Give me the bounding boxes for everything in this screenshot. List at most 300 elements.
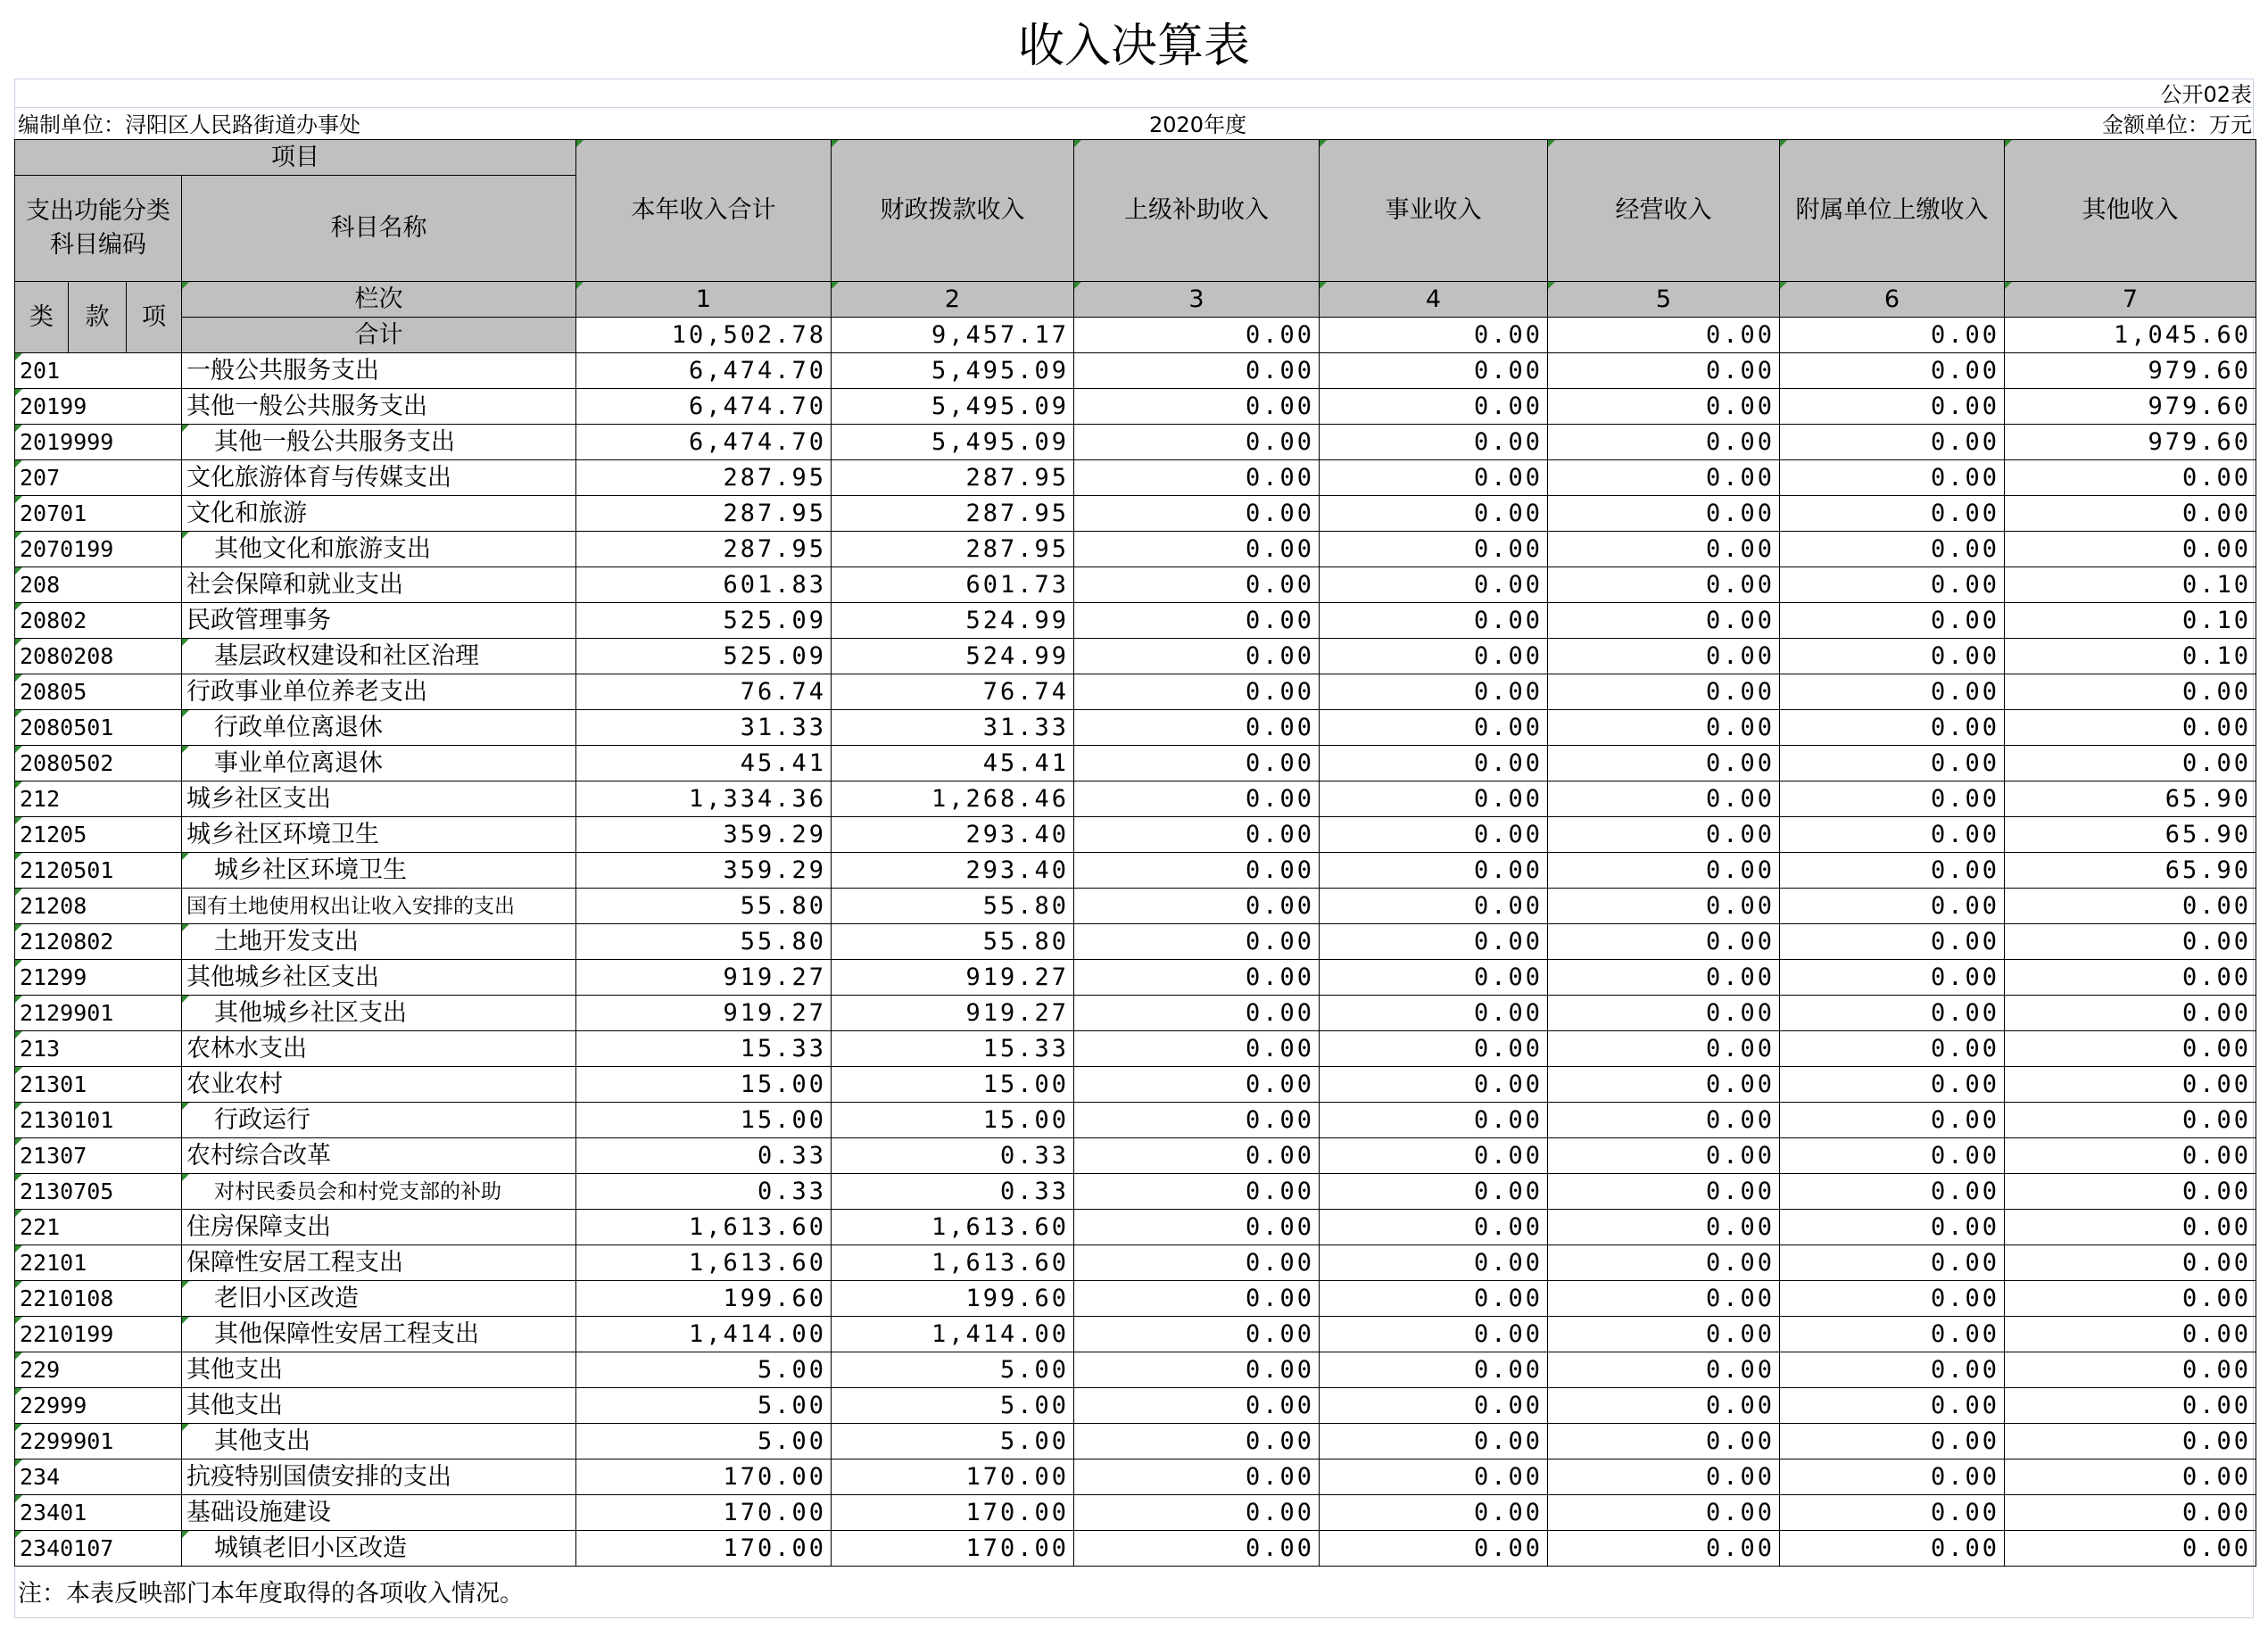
value-cell: 0.00 — [1074, 853, 1320, 889]
value-cell: 0.00 — [1074, 603, 1320, 639]
value-cell: 359.29 — [576, 817, 832, 853]
value-cell: 0.00 — [1548, 889, 1780, 924]
table-row — [15, 1495, 2256, 1531]
subject-code: 2129901 — [15, 996, 182, 1031]
value-cell: 0.00 — [1320, 1495, 1548, 1531]
table-row — [15, 532, 2256, 567]
value-cell: 0.00 — [1320, 532, 1548, 567]
subject-name: 基础设施建设 — [182, 1495, 576, 1531]
value-cell: 0.00 — [1780, 960, 2005, 996]
value-cell: 0.00 — [2005, 1388, 2256, 1424]
value-cell: 0.00 — [1548, 1245, 1780, 1281]
value-cell: 0.00 — [1320, 460, 1548, 496]
table-row — [15, 567, 2256, 603]
subject-code: 20805 — [15, 674, 182, 710]
value-cell: 919.27 — [832, 960, 1074, 996]
value-cell: 0.00 — [2005, 1424, 2256, 1459]
value-cell: 0.00 — [1320, 639, 1548, 674]
value-cell: 0.00 — [1074, 817, 1320, 853]
value-cell: 0.00 — [1780, 353, 2005, 389]
value-cell: 0.00 — [1074, 1245, 1320, 1281]
value-cell: 0.00 — [1548, 353, 1780, 389]
col-num-5: 5 — [1548, 282, 1780, 318]
subject-name: 对村民委员会和村党支部的补助 — [182, 1174, 576, 1210]
header-col-4: 事业收入 — [1320, 140, 1548, 282]
value-cell: 359.29 — [576, 853, 832, 889]
value-cell: 0.00 — [1320, 853, 1548, 889]
value-cell: 170.00 — [832, 1459, 1074, 1495]
subject-code: 2130101 — [15, 1103, 182, 1138]
subject-code: 2130705 — [15, 1174, 182, 1210]
value-cell: 0.00 — [1780, 639, 2005, 674]
value-cell: 0.00 — [1780, 853, 2005, 889]
subject-name: 土地开发支出 — [182, 924, 576, 960]
subject-name: 事业单位离退休 — [182, 746, 576, 781]
header-lei: 类 — [15, 282, 69, 353]
value-cell: 0.00 — [1780, 1031, 2005, 1067]
value-cell: 0.00 — [1548, 639, 1780, 674]
value-cell: 0.00 — [1780, 1103, 2005, 1138]
value-cell: 525.09 — [576, 639, 832, 674]
value-cell: 5.00 — [576, 1352, 832, 1388]
header-col-2: 财政拨款收入 — [832, 140, 1074, 282]
table-row — [15, 639, 2256, 674]
value-cell: 170.00 — [576, 1531, 832, 1567]
value-cell: 0.00 — [1548, 746, 1780, 781]
table-row — [15, 460, 2256, 496]
table-row — [15, 1174, 2256, 1210]
table-row — [15, 674, 2256, 710]
value-cell: 0.00 — [1548, 1281, 1780, 1317]
value-cell: 0.00 — [1320, 603, 1548, 639]
value-cell: 0.00 — [1320, 389, 1548, 425]
footnote: 注：本表反映部门本年度取得的各项收入情况。 — [18, 1580, 524, 1608]
value-cell: 0.00 — [2005, 674, 2256, 710]
fiscal-year: 2020年度 — [1149, 112, 1247, 137]
value-cell: 0.00 — [1320, 674, 1548, 710]
subject-name: 住房保障支出 — [182, 1210, 576, 1245]
value-cell: 0.00 — [1320, 960, 1548, 996]
value-cell: 0.00 — [2005, 1317, 2256, 1352]
table-row — [15, 710, 2256, 746]
value-cell: 0.10 — [2005, 639, 2256, 674]
subject-name: 保障性安居工程支出 — [182, 1245, 576, 1281]
value-cell: 0.00 — [1780, 889, 2005, 924]
value-cell: 0.00 — [1548, 1067, 1780, 1103]
table-row — [15, 1138, 2256, 1174]
value-cell: 0.00 — [2005, 1531, 2256, 1567]
income-table — [14, 139, 2256, 1567]
value-cell: 0.00 — [1780, 924, 2005, 960]
value-cell: 0.00 — [1320, 781, 1548, 817]
value-cell: 0.00 — [1320, 746, 1548, 781]
value-cell: 0.00 — [1548, 1210, 1780, 1245]
table-row — [15, 1317, 2256, 1352]
value-cell: 1,268.46 — [832, 781, 1074, 817]
value-cell: 0.00 — [1780, 1352, 2005, 1388]
value-cell: 0.00 — [1780, 1388, 2005, 1424]
value-cell: 65.90 — [2005, 817, 2256, 853]
value-cell: 0.00 — [1548, 1531, 1780, 1567]
value-cell: 5,495.09 — [832, 353, 1074, 389]
table-row — [15, 1424, 2256, 1459]
value-cell: 0.00 — [1320, 924, 1548, 960]
value-cell: 0.00 — [1320, 889, 1548, 924]
value-cell: 0.00 — [1548, 603, 1780, 639]
subject-code: 208 — [15, 567, 182, 603]
table-row — [15, 1459, 2256, 1495]
value-cell: 0.00 — [1320, 1531, 1548, 1567]
value-cell: 0.00 — [1780, 567, 2005, 603]
value-cell: 979.60 — [2005, 353, 2256, 389]
value-cell: 0.00 — [2005, 1031, 2256, 1067]
value-cell: 0.00 — [1320, 1138, 1548, 1174]
value-cell: 55.80 — [576, 924, 832, 960]
table-row — [15, 1103, 2256, 1138]
value-cell: 0.00 — [1320, 496, 1548, 532]
subject-name: 行政事业单位养老支出 — [182, 674, 576, 710]
value-cell: 0.00 — [1074, 674, 1320, 710]
value-cell: 524.99 — [832, 603, 1074, 639]
subject-name: 其他城乡社区支出 — [182, 996, 576, 1031]
value-cell: 0.00 — [1780, 710, 2005, 746]
value-cell: 0.00 — [1074, 460, 1320, 496]
value-cell: 5.00 — [832, 1352, 1074, 1388]
table-row — [15, 1352, 2256, 1388]
value-cell: 5.00 — [576, 1388, 832, 1424]
subject-name: 农林水支出 — [182, 1031, 576, 1067]
value-cell: 0.00 — [2005, 710, 2256, 746]
value-cell: 6,474.70 — [576, 353, 832, 389]
value-cell: 15.33 — [832, 1031, 1074, 1067]
value-cell: 0.00 — [1548, 496, 1780, 532]
value-cell: 287.95 — [832, 460, 1074, 496]
subject-code: 212 — [15, 781, 182, 817]
value-cell: 0.00 — [1074, 1067, 1320, 1103]
value-cell: 0.00 — [1074, 567, 1320, 603]
value-cell: 0.00 — [1074, 1531, 1320, 1567]
value-cell: 5,495.09 — [832, 425, 1074, 460]
value-cell: 0.00 — [1548, 1424, 1780, 1459]
total-cell: 0.00 — [1548, 318, 1780, 353]
subject-name: 农村综合改革 — [182, 1138, 576, 1174]
value-cell: 601.73 — [832, 567, 1074, 603]
table-row — [15, 889, 2256, 924]
value-cell: 0.00 — [1074, 1317, 1320, 1352]
subject-name: 文化和旅游 — [182, 496, 576, 532]
subject-code: 2210108 — [15, 1281, 182, 1317]
value-cell: 0.33 — [576, 1174, 832, 1210]
value-cell: 0.00 — [1320, 1424, 1548, 1459]
table-row — [15, 496, 2256, 532]
table-row — [15, 781, 2256, 817]
value-cell: 1,613.60 — [832, 1210, 1074, 1245]
value-cell: 0.00 — [1074, 532, 1320, 567]
value-cell: 525.09 — [576, 603, 832, 639]
value-cell: 0.00 — [2005, 460, 2256, 496]
table-row — [15, 353, 2256, 389]
value-cell: 0.00 — [1074, 1138, 1320, 1174]
value-cell: 0.00 — [1074, 1103, 1320, 1138]
table-row — [15, 817, 2256, 853]
form-number: 公开02表 — [2160, 82, 2252, 107]
value-cell: 0.00 — [1780, 1210, 2005, 1245]
value-cell: 0.00 — [1780, 1245, 2005, 1281]
value-cell: 0.00 — [1074, 496, 1320, 532]
value-cell: 0.00 — [1548, 1459, 1780, 1495]
value-cell: 0.00 — [2005, 746, 2256, 781]
col-num-1: 1 — [576, 282, 832, 318]
value-cell: 0.00 — [1780, 460, 2005, 496]
value-cell: 0.00 — [2005, 1174, 2256, 1210]
subject-code: 201 — [15, 353, 182, 389]
value-cell: 0.00 — [1074, 710, 1320, 746]
table-row — [15, 603, 2256, 639]
value-cell: 0.00 — [1320, 1459, 1548, 1495]
subject-code: 21208 — [15, 889, 182, 924]
value-cell: 76.74 — [832, 674, 1074, 710]
value-cell: 0.00 — [1548, 781, 1780, 817]
value-cell: 0.00 — [1780, 996, 2005, 1031]
subject-name: 民政管理事务 — [182, 603, 576, 639]
subject-name: 其他支出 — [182, 1424, 576, 1459]
value-cell: 0.00 — [1548, 853, 1780, 889]
subject-name: 其他支出 — [182, 1352, 576, 1388]
value-cell: 0.00 — [1320, 1245, 1548, 1281]
value-cell: 45.41 — [832, 746, 1074, 781]
value-cell: 0.00 — [1780, 1424, 2005, 1459]
value-cell: 0.00 — [2005, 1281, 2256, 1317]
subject-name: 其他支出 — [182, 1388, 576, 1424]
value-cell: 0.00 — [2005, 1459, 2256, 1495]
table-row — [15, 853, 2256, 889]
value-cell: 0.00 — [2005, 889, 2256, 924]
table-row — [15, 1388, 2256, 1424]
subject-code: 20802 — [15, 603, 182, 639]
table-row — [15, 996, 2256, 1031]
value-cell: 0.00 — [1320, 1281, 1548, 1317]
value-cell: 0.00 — [1074, 1495, 1320, 1531]
value-cell: 0.00 — [1074, 1174, 1320, 1210]
subject-name: 城乡社区支出 — [182, 781, 576, 817]
value-cell: 170.00 — [576, 1459, 832, 1495]
table-row — [15, 1281, 2256, 1317]
value-cell: 55.80 — [832, 924, 1074, 960]
value-cell: 287.95 — [576, 460, 832, 496]
value-cell: 0.00 — [1074, 996, 1320, 1031]
table-row — [15, 1531, 2256, 1567]
subject-name: 基层政权建设和社区治理 — [182, 639, 576, 674]
subject-name: 一般公共服务支出 — [182, 353, 576, 389]
header-col-1: 本年收入合计 — [576, 140, 832, 282]
value-cell: 293.40 — [832, 817, 1074, 853]
subject-code: 2080502 — [15, 746, 182, 781]
value-cell: 524.99 — [832, 639, 1074, 674]
table-row — [15, 924, 2256, 960]
value-cell: 170.00 — [832, 1495, 1074, 1531]
table-row — [15, 746, 2256, 781]
value-cell: 1,613.60 — [576, 1210, 832, 1245]
col-num-2: 2 — [832, 282, 1074, 318]
value-cell: 0.00 — [1780, 1531, 2005, 1567]
value-cell: 0.33 — [832, 1138, 1074, 1174]
value-cell: 0.00 — [1780, 1174, 2005, 1210]
value-cell: 0.00 — [1780, 1495, 2005, 1531]
value-cell: 0.00 — [2005, 532, 2256, 567]
value-cell: 5.00 — [576, 1424, 832, 1459]
value-cell: 0.00 — [1780, 1281, 2005, 1317]
subject-name: 其他城乡社区支出 — [182, 960, 576, 996]
value-cell: 287.95 — [576, 496, 832, 532]
value-cell: 0.00 — [1548, 674, 1780, 710]
subject-code: 20199 — [15, 389, 182, 425]
value-cell: 0.00 — [1548, 996, 1780, 1031]
header-xiangmu: 项目 — [15, 140, 576, 176]
subject-code: 2120501 — [15, 853, 182, 889]
value-cell: 0.00 — [2005, 1495, 2256, 1531]
value-cell: 0.00 — [1074, 924, 1320, 960]
value-cell: 15.33 — [576, 1031, 832, 1067]
value-cell: 0.00 — [2005, 496, 2256, 532]
value-cell: 919.27 — [576, 960, 832, 996]
value-cell: 0.00 — [1074, 1424, 1320, 1459]
value-cell: 55.80 — [832, 889, 1074, 924]
value-cell: 0.00 — [1780, 1067, 2005, 1103]
subject-name: 其他一般公共服务支出 — [182, 389, 576, 425]
subject-code: 21307 — [15, 1138, 182, 1174]
value-cell: 0.00 — [1320, 1031, 1548, 1067]
value-cell: 31.33 — [576, 710, 832, 746]
subject-code: 2080501 — [15, 710, 182, 746]
value-cell: 0.00 — [1780, 496, 2005, 532]
table-row — [15, 425, 2256, 460]
total-label: 合计 — [182, 318, 576, 353]
subject-name: 其他一般公共服务支出 — [182, 425, 576, 460]
subject-name: 行政单位离退休 — [182, 710, 576, 746]
value-cell: 0.00 — [1074, 1031, 1320, 1067]
subject-name: 国有土地使用权出让收入安排的支出 — [182, 889, 576, 924]
value-cell: 15.00 — [576, 1067, 832, 1103]
value-cell: 0.00 — [1320, 1067, 1548, 1103]
subject-code: 2210199 — [15, 1317, 182, 1352]
col-num-6: 6 — [1780, 282, 2005, 318]
value-cell: 0.00 — [1074, 1352, 1320, 1388]
header-kuan: 款 — [69, 282, 127, 353]
subject-name: 老旧小区改造 — [182, 1281, 576, 1317]
header-col-3: 上级补助收入 — [1074, 140, 1320, 282]
table-row — [15, 1031, 2256, 1067]
value-cell: 0.10 — [2005, 603, 2256, 639]
value-cell: 76.74 — [576, 674, 832, 710]
header-xiang: 项 — [127, 282, 182, 353]
header-col-7: 其他收入 — [2005, 140, 2256, 282]
value-cell: 0.00 — [1074, 389, 1320, 425]
subject-code: 23401 — [15, 1495, 182, 1531]
value-cell: 0.00 — [1320, 1388, 1548, 1424]
col-num-7: 7 — [2005, 282, 2256, 318]
value-cell: 65.90 — [2005, 781, 2256, 817]
value-cell: 0.00 — [1074, 889, 1320, 924]
subject-code: 2019999 — [15, 425, 182, 460]
value-cell: 1,613.60 — [576, 1245, 832, 1281]
value-cell: 979.60 — [2005, 389, 2256, 425]
subject-code: 2299901 — [15, 1424, 182, 1459]
value-cell: 1,414.00 — [832, 1317, 1074, 1352]
value-cell: 0.00 — [1548, 817, 1780, 853]
value-cell: 0.00 — [1320, 1317, 1548, 1352]
value-cell: 55.80 — [576, 889, 832, 924]
value-cell: 0.00 — [1548, 1495, 1780, 1531]
value-cell: 919.27 — [832, 996, 1074, 1031]
value-cell: 0.00 — [1780, 425, 2005, 460]
value-cell: 0.00 — [1548, 1138, 1780, 1174]
value-cell: 0.00 — [2005, 996, 2256, 1031]
value-cell: 31.33 — [832, 710, 1074, 746]
value-cell: 0.00 — [2005, 1352, 2256, 1388]
header-col-5: 经营收入 — [1548, 140, 1780, 282]
subject-name: 社会保障和就业支出 — [182, 567, 576, 603]
subject-name: 其他文化和旅游支出 — [182, 532, 576, 567]
subject-name: 农业农村 — [182, 1067, 576, 1103]
unit-label: 编制单位：浔阳区人民路街道办事处 — [18, 112, 360, 137]
value-cell: 170.00 — [832, 1531, 1074, 1567]
value-cell: 919.27 — [576, 996, 832, 1031]
amount-unit: 金额单位：万元 — [2102, 112, 2252, 137]
value-cell: 0.00 — [2005, 1067, 2256, 1103]
value-cell: 0.00 — [1548, 389, 1780, 425]
value-cell: 1,414.00 — [576, 1317, 832, 1352]
total-cell: 1,045.60 — [2005, 318, 2256, 353]
value-cell: 287.95 — [832, 496, 1074, 532]
value-cell: 0.00 — [2005, 1138, 2256, 1174]
value-cell: 0.00 — [1074, 425, 1320, 460]
value-cell: 5.00 — [832, 1388, 1074, 1424]
table-row — [15, 1067, 2256, 1103]
subject-code: 22101 — [15, 1245, 182, 1281]
value-cell: 0.00 — [1074, 1281, 1320, 1317]
value-cell: 0.00 — [1780, 1317, 2005, 1352]
value-cell: 0.33 — [576, 1138, 832, 1174]
value-cell: 601.83 — [576, 567, 832, 603]
value-cell: 0.00 — [1548, 1317, 1780, 1352]
total-cell: 9,457.17 — [832, 318, 1074, 353]
value-cell: 0.00 — [1548, 710, 1780, 746]
value-cell: 15.00 — [832, 1067, 1074, 1103]
value-cell: 0.00 — [1548, 924, 1780, 960]
value-cell: 0.00 — [1074, 1210, 1320, 1245]
subject-code: 20701 — [15, 496, 182, 532]
subject-name: 城镇老旧小区改造 — [182, 1531, 576, 1567]
value-cell: 0.00 — [1780, 1459, 2005, 1495]
total-cell: 10,502.78 — [576, 318, 832, 353]
value-cell: 5.00 — [832, 1424, 1074, 1459]
value-cell: 0.00 — [2005, 1210, 2256, 1245]
subject-code: 2340107 — [15, 1531, 182, 1567]
value-cell: 293.40 — [832, 853, 1074, 889]
value-cell: 0.00 — [2005, 924, 2256, 960]
table-row — [15, 1245, 2256, 1281]
value-cell: 0.00 — [1074, 353, 1320, 389]
grid-line — [14, 107, 2254, 108]
value-cell: 0.00 — [1074, 746, 1320, 781]
value-cell: 0.00 — [1780, 603, 2005, 639]
total-cell: 0.00 — [1320, 318, 1548, 353]
value-cell: 0.00 — [1320, 1174, 1548, 1210]
col-num-4: 4 — [1320, 282, 1548, 318]
total-cell: 0.00 — [1074, 318, 1320, 353]
value-cell: 0.00 — [1320, 425, 1548, 460]
value-cell: 0.00 — [1780, 1138, 2005, 1174]
